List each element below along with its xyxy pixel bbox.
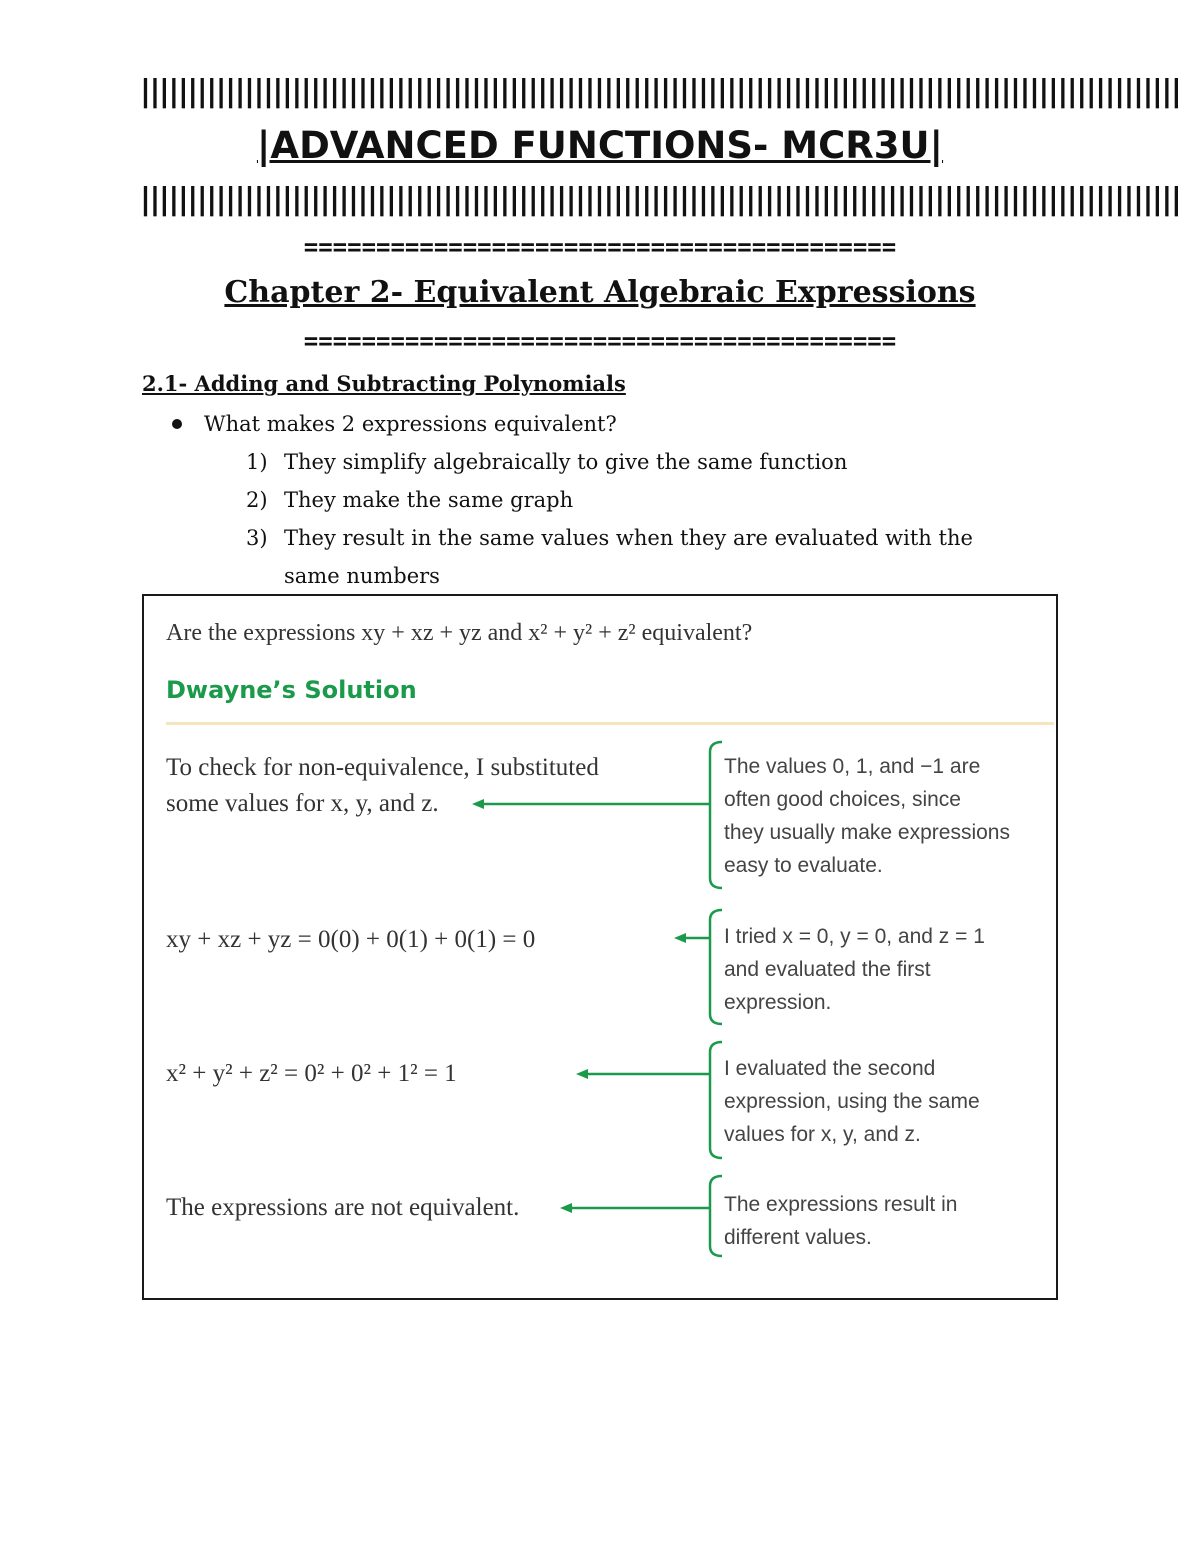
arrowhead-2 bbox=[674, 933, 686, 943]
step2-note: I tried x = 0, y = 0, and z = 1 and evaluated the first expression. bbox=[724, 925, 985, 1014]
section-title: 2.1- Adding and Subtracting Polynomials bbox=[142, 371, 626, 396]
textbook-figure bbox=[142, 594, 1058, 1300]
divider-top: ========================================= bbox=[303, 233, 897, 261]
step3-note: I evaluated the second expression, using the same values for x, y, and z. bbox=[724, 1057, 980, 1146]
list-item: 3) They result in the same values when they are evaluated with the bbox=[246, 526, 973, 550]
step4-note: The expressions result in different values. bbox=[724, 1193, 958, 1249]
figure-annotations bbox=[144, 596, 1056, 1298]
bracket-4 bbox=[710, 1176, 722, 1256]
list-item: 2) They make the same graph bbox=[246, 488, 574, 512]
course-title: |ADVANCED FUNCTIONS- MCR3U| bbox=[256, 124, 944, 167]
bracket-1 bbox=[710, 742, 722, 888]
bracket-2 bbox=[710, 910, 722, 1024]
step4-text: The expressions are not equivalent. bbox=[166, 1194, 520, 1221]
step1-note: The values 0, 1, and −1 are often good choices, since they usually make expressions easy to evaluate. bbox=[724, 755, 1010, 877]
figure-question: Are the expressions xy + xz + yz and x² + y² + z² equivalent? bbox=[166, 620, 753, 646]
step3-expression: x² + y² + z² = 0² + 0² + 1² = 1 bbox=[166, 1060, 457, 1087]
chapter-title: Chapter 2- Equivalent Algebraic Expressions bbox=[224, 275, 976, 310]
list-item-continuation: same numbers bbox=[284, 564, 440, 588]
divider-bottom: ========================================= bbox=[303, 327, 897, 355]
arrowhead-1 bbox=[472, 799, 484, 809]
bracket-3 bbox=[710, 1042, 722, 1158]
header-bar-top: |||||||||||||||||||||||||||||||||||||||||||||||||||||||||||||||||||||||||||||||||||||||||||||||||||||||||||||| bbox=[140, 74, 1181, 109]
step1-text: To check for non-equivalence, I substituted some values for x, y, and z. bbox=[166, 754, 599, 817]
solution-heading: Dwayne’s Solution bbox=[166, 676, 417, 704]
bullet-question: What makes 2 expressions equivalent? bbox=[172, 408, 617, 440]
header-bar-bottom: |||||||||||||||||||||||||||||||||||||||||||||||||||||||||||||||||||||||||||||||||||||||||||||||||||||||||||||| bbox=[140, 182, 1181, 217]
arrowhead-3 bbox=[576, 1069, 588, 1079]
step2-expression: xy + xz + yz = 0(0) + 0(1) + 0(1) = 0 bbox=[166, 926, 536, 953]
bullet-icon bbox=[172, 419, 182, 429]
list-item: 1) They simplify algebraically to give the same function bbox=[246, 450, 848, 474]
arrowhead-4 bbox=[560, 1203, 572, 1213]
